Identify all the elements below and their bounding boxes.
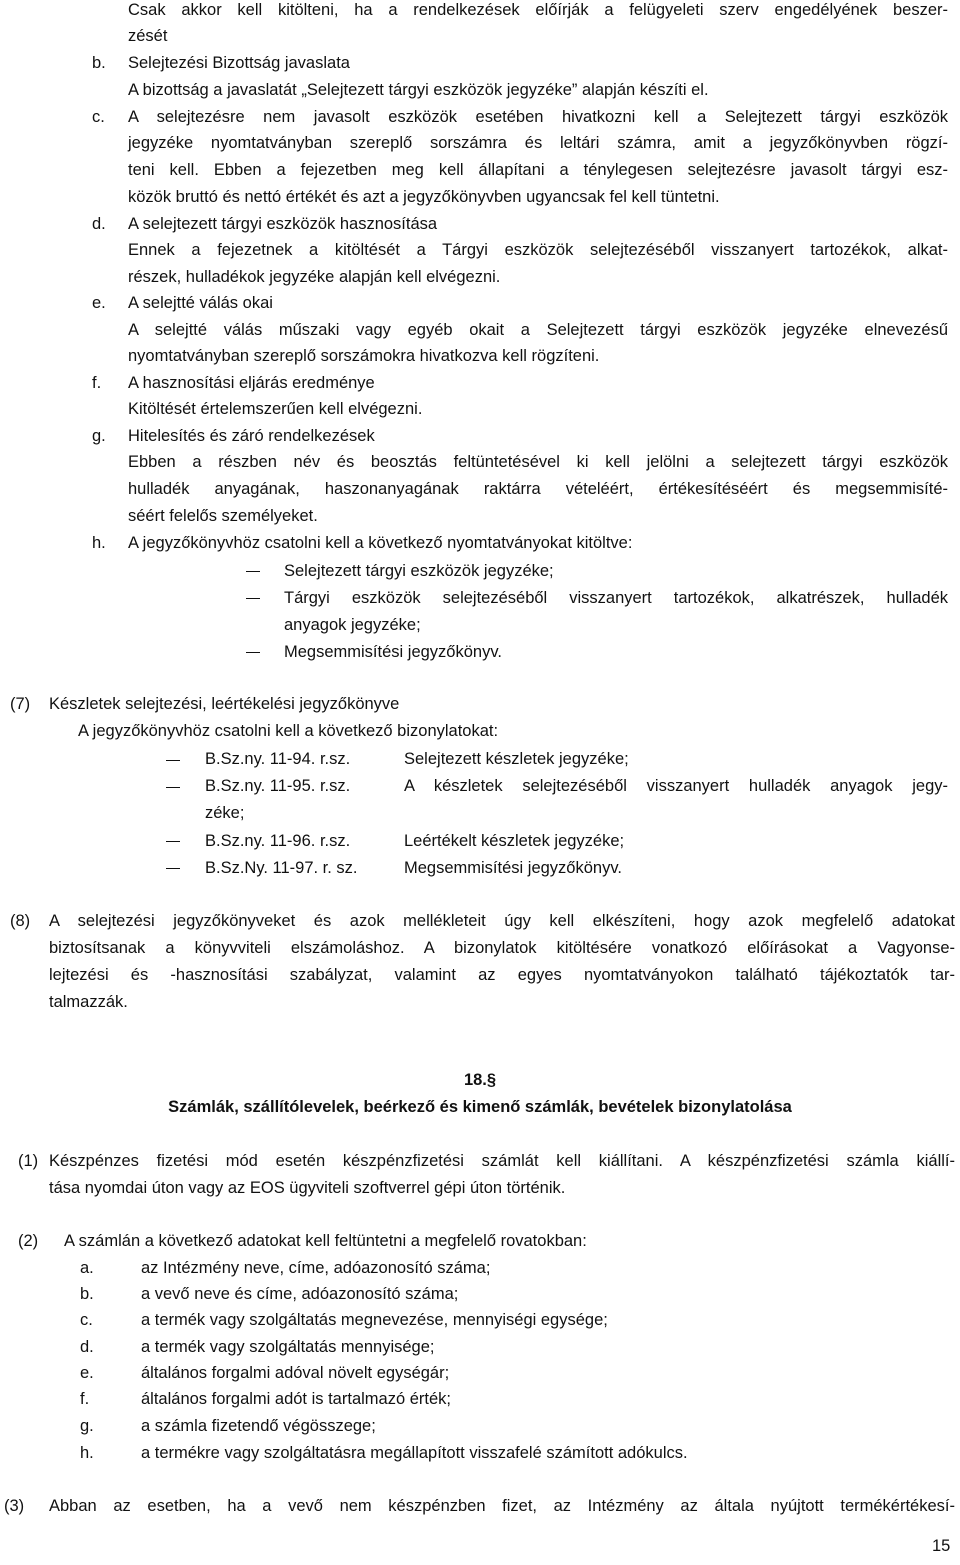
voucher-code: B.Sz.Ny. 11-97. r. sz.	[205, 859, 358, 877]
intro-line-2: zését	[128, 27, 168, 45]
para-2-text: A számlán a következő adatokat kell feltüntetni a megfelelő rovatokban:	[64, 1232, 587, 1250]
item-c-line-2: jegyzéke nyomtatványban szereplő sorszámra és leltári számra, amit a jegyzőkönyvben rögzí-	[128, 134, 948, 152]
para-8-line-4: talmazzák.	[49, 993, 128, 1011]
invoice-item-text: a termékre vagy szolgáltatásra megállapított visszafelé számított adókulcs.	[141, 1444, 688, 1462]
invoice-item-text: az Intézmény neve, címe, adóazonosító száma;	[141, 1259, 491, 1277]
item-h-title: A jegyzőkönyvhöz csatolni kell a következő nyomtatványokat kitöltve:	[128, 534, 633, 552]
dash-bullet-icon	[246, 652, 260, 653]
voucher-desc-cont: zéke;	[205, 804, 245, 822]
voucher-desc: Megsemmisítési jegyzőkönyv.	[404, 859, 622, 877]
invoice-item-label: d.	[80, 1338, 94, 1356]
item-g-line-1: Ebben a részben név és beosztás feltüntetésével ki kell jelölni a selejtezett tárgyi eszközök	[128, 453, 948, 471]
item-g-line-3: séért felelős személyeket.	[128, 507, 318, 525]
dash-bullet-icon	[246, 571, 260, 572]
voucher-desc: A készletek selejtezéséből visszanyert hulladék anyagok jegy-	[404, 777, 948, 795]
invoice-item-label: h.	[80, 1444, 94, 1462]
attachment-item-2-cont: anyagok jegyzéke;	[284, 616, 421, 634]
item-h-label: h.	[92, 534, 106, 552]
intro-line-1: Csak akkor kell kitölteni, ha a rendelkezések előírják a felügyeleti szerv engedélyének beszer-	[128, 1, 948, 19]
voucher-desc: Leértékelt készletek jegyzéke;	[404, 832, 625, 850]
voucher-code: B.Sz.ny. 11-96. r.sz.	[205, 832, 351, 850]
para-7-title: Készletek selejtezési, leértékelési jegyzőkönyve	[49, 695, 400, 713]
page-number: 15	[932, 1537, 951, 1555]
item-g-label: g.	[92, 427, 106, 445]
section-number: 18.§	[463, 1071, 497, 1089]
invoice-item-label: f.	[80, 1390, 90, 1408]
para-2-label: (2)	[18, 1232, 39, 1250]
para-8-label: (8)	[10, 912, 31, 930]
section-title: Számlák, szállítólevelek, beérkező és kimenő számlák, bevételek bizonylatolása	[168, 1098, 792, 1116]
item-c-label: c.	[92, 108, 105, 126]
dash-bullet-icon	[166, 760, 180, 761]
para-8-line-3: lejtezési és -hasznosítási szabályzat, valamint az egyes nyomtatványokon található tájékoztatók tar-	[49, 966, 955, 984]
item-f-label: f.	[92, 374, 102, 392]
item-f-text: Kitöltését értelemszerűen kell elvégezni.	[128, 400, 423, 418]
invoice-item-text: a termék vagy szolgáltatás megnevezése, mennyiségi egysége;	[141, 1311, 608, 1329]
para-8-line-1: A selejtezési jegyzőkönyveket és azok mellékleteit úgy kell elkészíteni, hogy azok megfelelő adatokat	[49, 912, 955, 930]
attachment-item-1: Selejtezett tárgyi eszközök jegyzéke;	[284, 562, 554, 580]
dash-bullet-icon	[166, 868, 180, 869]
item-b-text: A bizottság a javaslatát „Selejtezett tárgyi eszközök jegyzéke” alapján készíti el.	[128, 81, 709, 99]
item-e-label: e.	[92, 294, 106, 312]
invoice-item-label: a.	[80, 1259, 94, 1277]
dash-bullet-icon	[166, 841, 180, 842]
para-3-label: (3)	[4, 1497, 25, 1515]
item-d-label: d.	[92, 215, 106, 233]
para-7-intro: A jegyzőkönyvhöz csatolni kell a következő bizonylatokat:	[78, 722, 499, 740]
voucher-desc: Selejtezett készletek jegyzéke;	[404, 750, 629, 768]
item-c-line-4: közök bruttó és nettó értékét és azt a jegyzőkönyvben ugyancsak fel kell tüntetni.	[128, 188, 720, 206]
invoice-item-label: g.	[80, 1417, 94, 1435]
item-b-label: b.	[92, 54, 106, 72]
invoice-item-label: e.	[80, 1364, 94, 1382]
item-e-line-1: A selejtté válás műszaki vagy egyéb okait a Selejtezett tárgyi eszközök jegyzéke elnevezésű	[128, 321, 948, 339]
invoice-item-label: b.	[80, 1285, 94, 1303]
item-e-title: A selejtté válás okai	[128, 294, 273, 312]
item-c-line-3: teni kell. Ebben a fejezetben meg kell állapítani a ténylegesen selejtezésre javasolt tárgyi esz-	[128, 161, 948, 179]
item-c-line-1: A selejtezésre nem javasolt eszközök esetében hivatkozni kell a Selejtezett tárgyi eszközök	[128, 108, 948, 126]
invoice-item-text: a vevő neve és címe, adóazonosító száma;	[141, 1285, 459, 1303]
voucher-code: B.Sz.ny. 11-95. r.sz.	[205, 777, 351, 795]
item-g-title: Hitelesítés és záró rendelkezések	[128, 427, 375, 445]
item-e-line-2: nyomtatványban szereplő sorszámokra hivatkozva kell rögzíteni.	[128, 347, 600, 365]
para-7-label: (7)	[10, 695, 31, 713]
item-g-line-2: hulladék anyagának, haszonanyagának raktárra vételéért, értékesítéséért és megsemmisíté-	[128, 480, 948, 498]
voucher-code: B.Sz.ny. 11-94. r.sz.	[205, 750, 351, 768]
attachment-item-2: Tárgyi eszközök selejtezéséből visszanyert tartozékok, alkatrészek, hulladék	[284, 589, 948, 607]
item-d-title: A selejtezett tárgyi eszközök hasznosítása	[128, 215, 438, 233]
para-1-line-1: Készpénzes fizetési mód esetén készpénzfizetési számlát kell kiállítani. A készpénzfizetési számla kiállí-	[49, 1152, 955, 1170]
para-1-label: (1)	[18, 1152, 39, 1170]
invoice-item-text: általános forgalmi adót is tartalmazó érték;	[141, 1390, 451, 1408]
invoice-item-label: c.	[80, 1311, 93, 1329]
invoice-item-text: a számla fizetendő végösszege;	[141, 1417, 376, 1435]
dash-bullet-icon	[166, 787, 180, 788]
item-d-line-2: részek, hulladékok jegyzéke alapján kell elvégezni.	[128, 268, 501, 286]
invoice-item-text: a termék vagy szolgáltatás mennyisége;	[141, 1338, 435, 1356]
para-8-line-2: biztosítsanak a könyvviteli elszámoláshoz. A bizonylatok kitöltésére vonatkozó előírásokat a Vagyonse-	[49, 939, 955, 957]
dash-bullet-icon	[246, 598, 260, 599]
item-d-line-1: Ennek a fejezetnek a kitöltését a Tárgyi eszközök selejtezéséből visszanyert tartozékok, alkat-	[128, 241, 948, 259]
item-f-title: A hasznosítási eljárás eredménye	[128, 374, 375, 392]
para-1-line-2: tása nyomdai úton vagy az EOS ügyviteli szoftverrel gépi úton történik.	[49, 1179, 566, 1197]
item-b-title: Selejtezési Bizottság javaslata	[128, 54, 350, 72]
invoice-item-text: általános forgalmi adóval növelt egységár;	[141, 1364, 450, 1382]
para-3-line-1: Abban az esetben, ha a vevő nem készpénzben fizet, az Intézmény az általa nyújtott termékértékesí-	[49, 1497, 955, 1515]
attachment-item-3: Megsemmisítési jegyzőkönyv.	[284, 643, 502, 661]
